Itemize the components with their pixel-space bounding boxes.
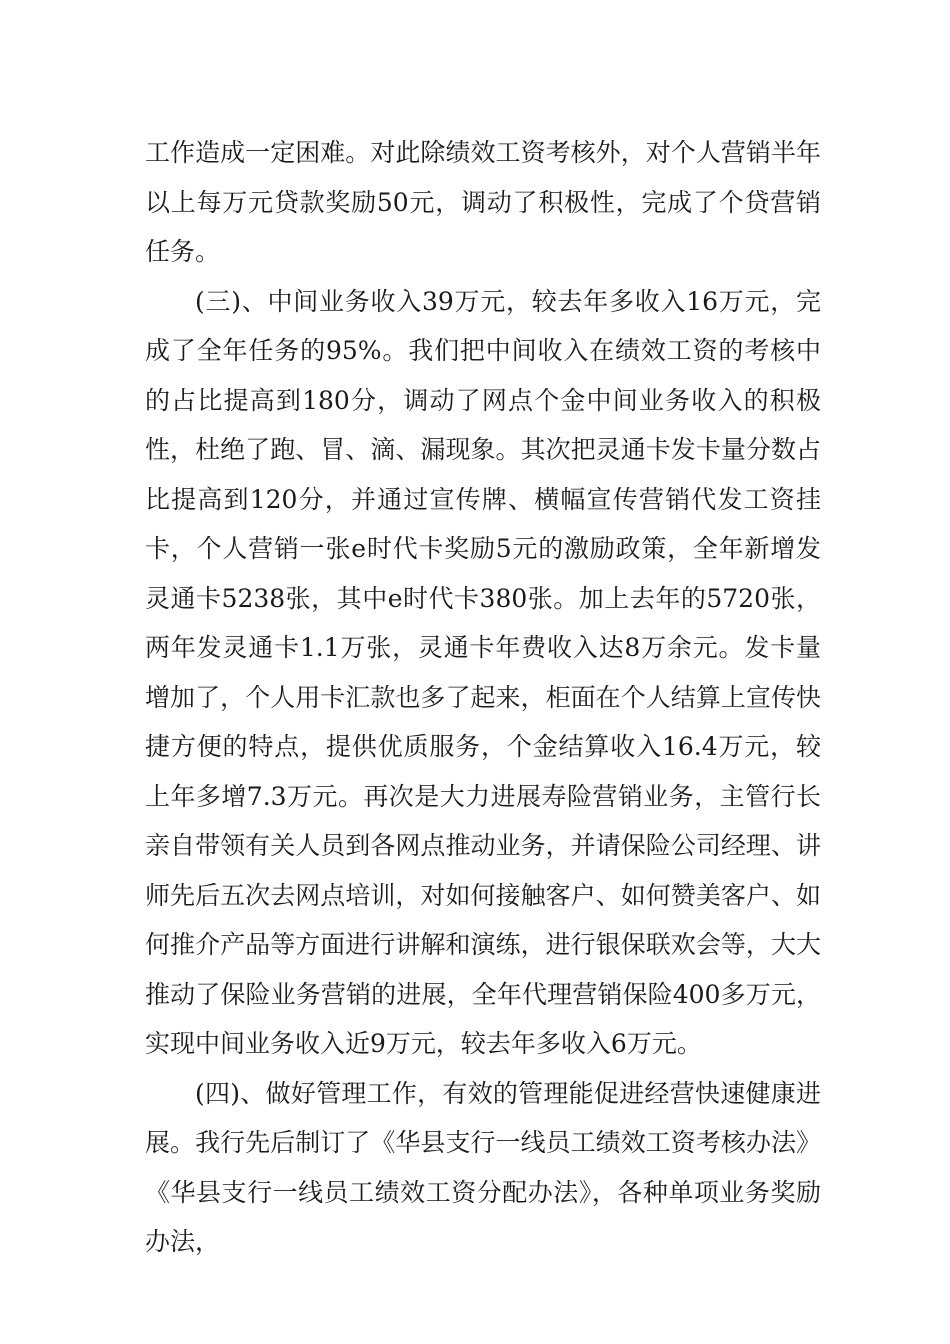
paragraph-continued: 工作造成一定困难。对此除绩效工资考核外，对个人营销半年以上每万元贷款奖励50元，调动了积极性，完成了个贷营销任务。 (145, 138, 821, 266)
document-body (145, 128, 821, 1267)
paragraph-management: (四)、做好管理工作，有效的管理能促进经营快速健康进展。我行先后制订了《华县支行一线员工绩效工资考核办法》《华县支行一线员工绩效工资分配办法》，各种单项业务奖励办法， (145, 1078, 821, 1256)
paragraph-intermediate-business: (三)、中间业务收入39万元，较去年多收入16万元，完成了全年任务的95%。我们把中间收入在绩效工资的考核中的占比提高到180分，调动了网点个金中间业务收入的积极性，杜绝了跑、冒、滴、漏现象。其次把灵通卡发卡量分数占比提高到120分，并通过宣传牌、横幅宣传营销代发工资挂卡，个人营销一张e时代卡奖励5元的激励政策，全年新增发灵通卡5238张，其中e时代卡380张。加上去年的5720张，两年发灵通卡1.1万张，灵通卡年费收入达8万余元。发卡量增加了，个人用卡汇款也多了起来，柜面在个人结算上宣传快捷方便的特点，提供优质服务，个金结算收入16.4万元，较上年多增7.3万元。再次是大力进展寿险营销业务，主管行长亲自带领有关人员到各网点推动业务，并请保险公司经理、讲师先后五次去网点培训，对如何接触客户、如何赞美客户、如何推介产品等方面进行讲解和演练，进行银保联欢会等，大大推动了保险业务营销的进展，全年代理营销保险400多万元，实现中间业务收入近9万元，较去年多收入6万元。 (145, 286, 821, 1058)
